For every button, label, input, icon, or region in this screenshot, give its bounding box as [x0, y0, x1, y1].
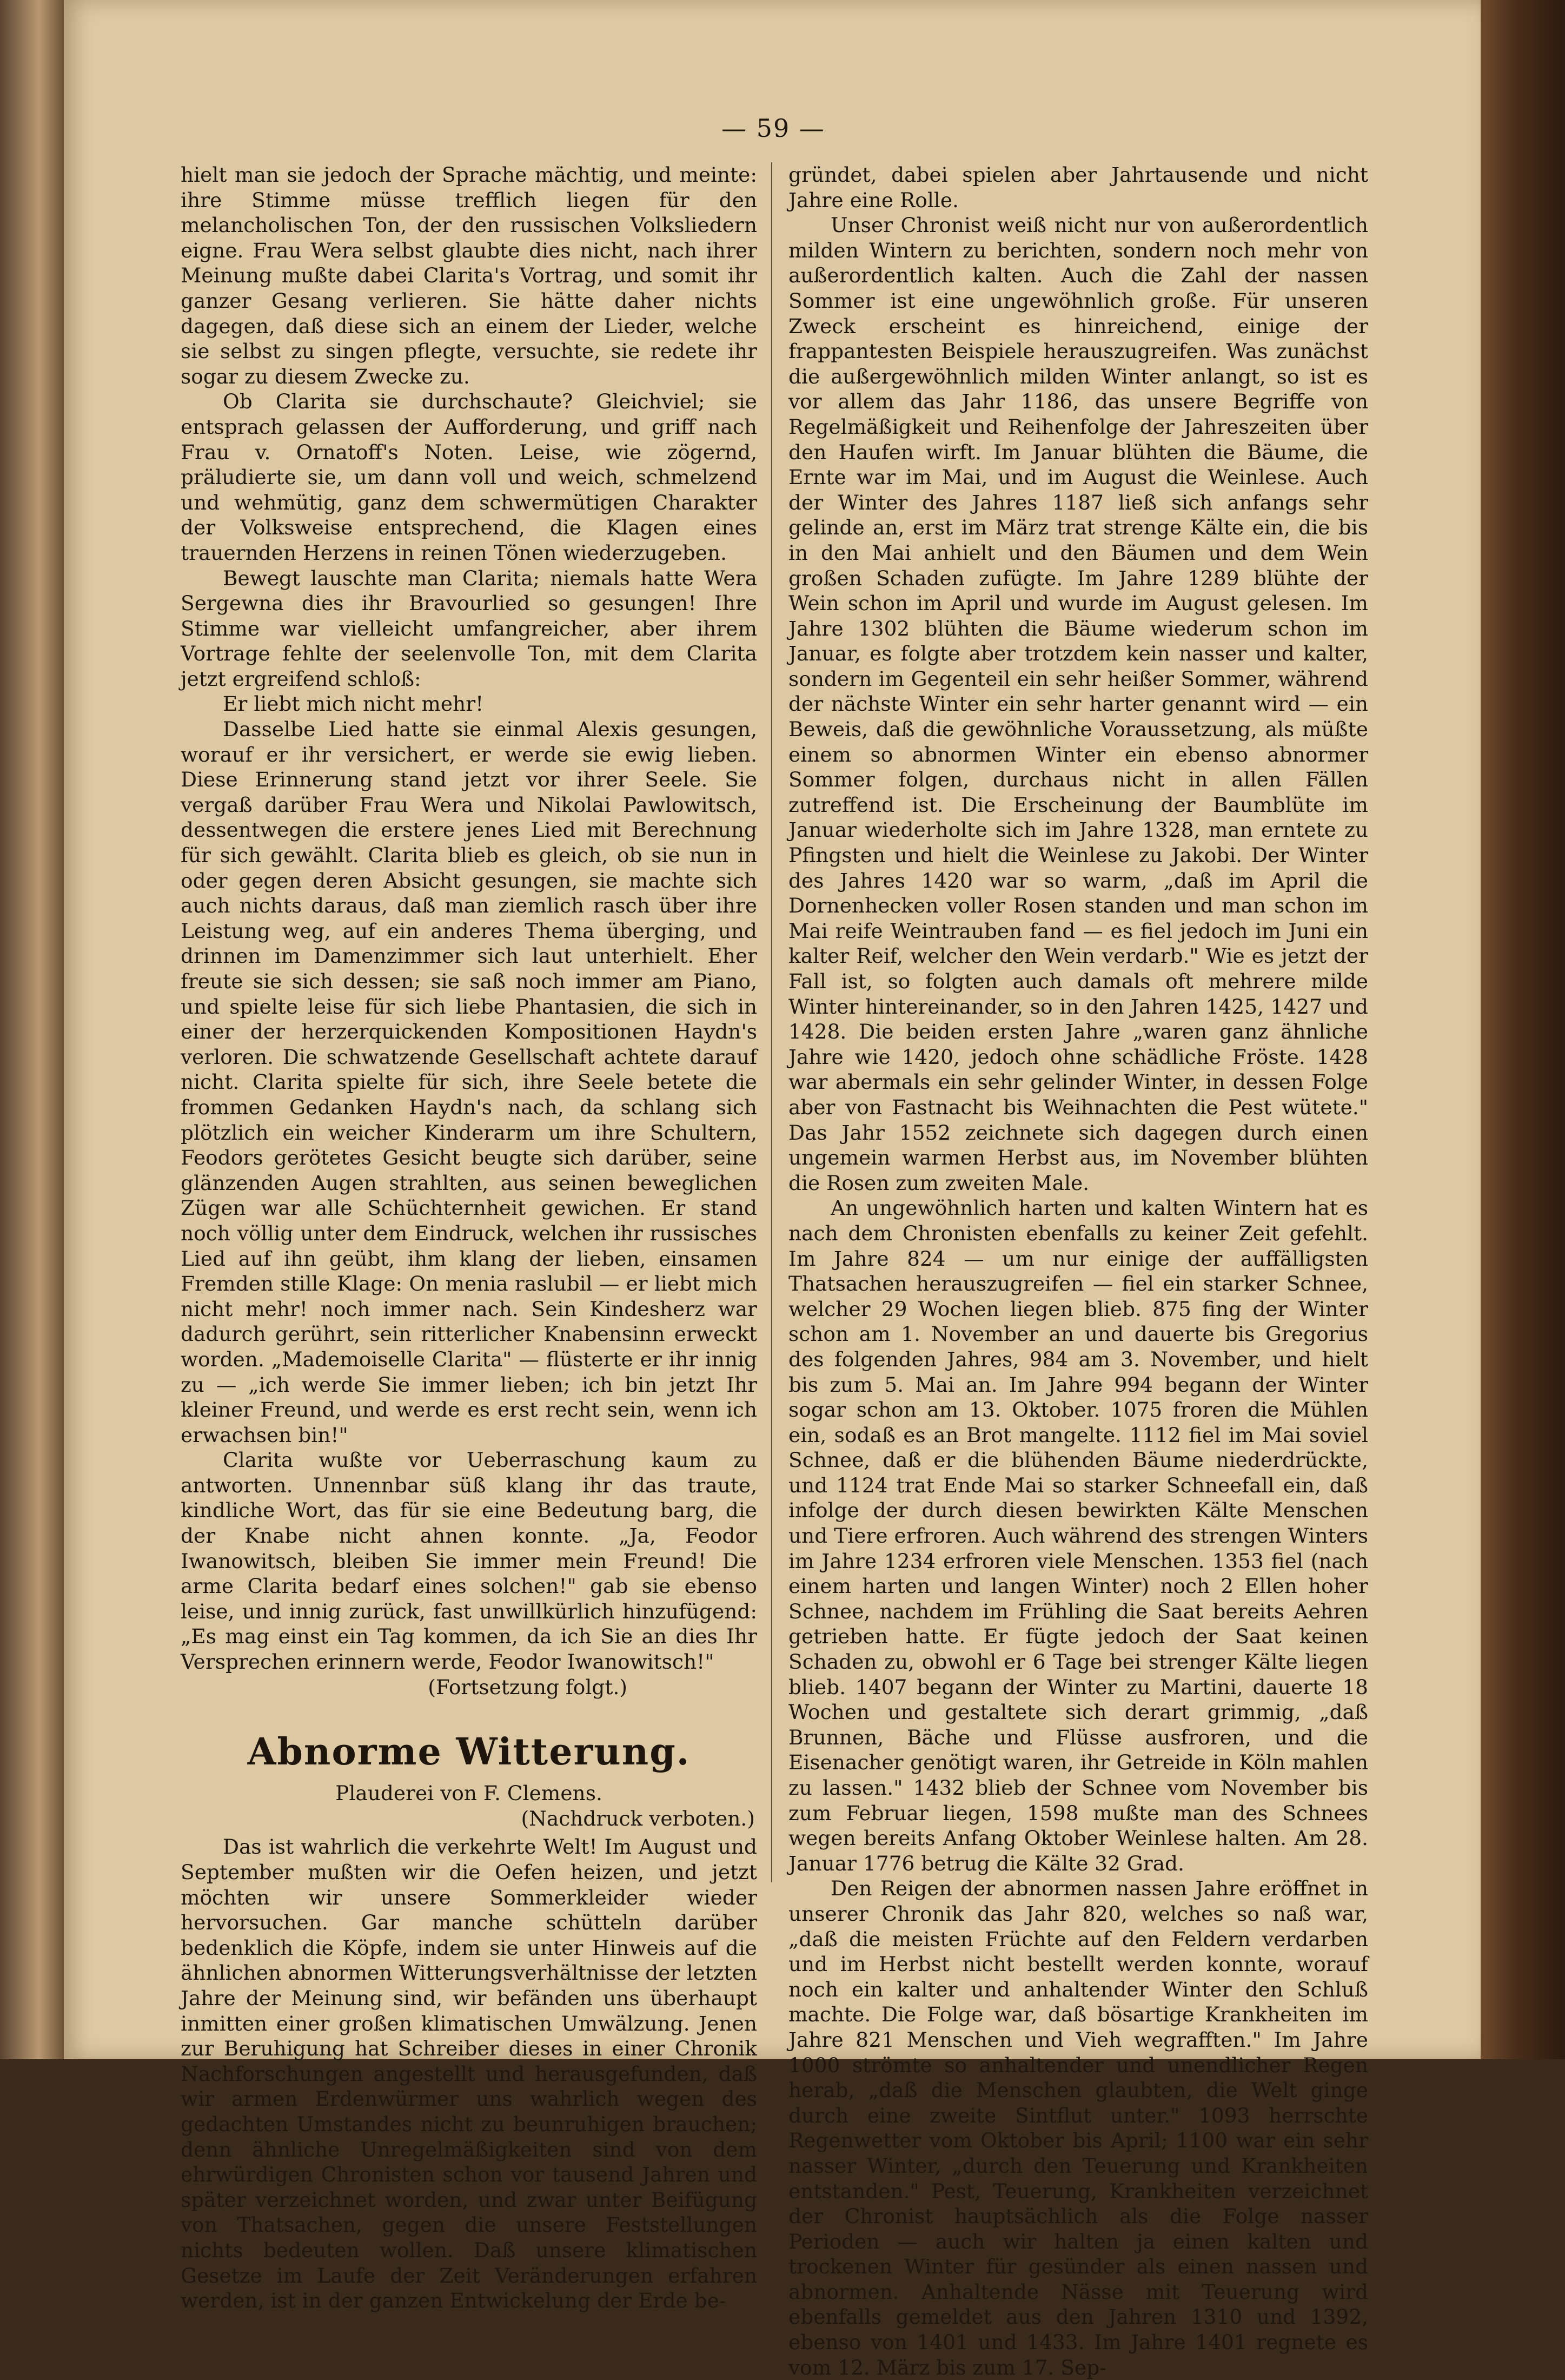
story-paragraph: Clarita wußte vor Ueberraschung kaum zu antworten. Unnennbar süß klang ihr das traute, kindliche Wort, das für sie eine Bedeutung barg, die der Knabe nicht ahnen konnte. „Ja, Feodor Iwanowitsch, bleiben Sie immer mein Freund! Die arme Clarita bedarf eines solchen!" gab sie ebenso leise, und innig zurück, fast unwillkürlich hinzufügend: „Es mag einst ein Tag kommen, da ich Sie an dies Ihr Versprechen erinnern werde, Feodor Iwanowitsch!" — [181, 1448, 757, 1674]
reprint-note: (Nachdruck verboten.) — [521, 1806, 755, 1830]
article-paragraph: gründet, dabei spielen aber Jahrtausende und nicht Jahre eine Rolle. — [788, 163, 1368, 212]
previous-page-edge — [0, 0, 65, 2059]
article-paragraph: Unser Chronist weiß nicht nur von außerordentlich milden Wintern zu berichten, sondern noch mehr von außerordentlich kalten. Auch die Zahl der nassen Sommer ist eine ungewöhnlich große. Für unseren Zweck erscheint es hinreichend, einige der frappantesten Beispiele herauszugreifen. Was zunächst die außergewöhnlich milden Winter anlangt, so ist es vor allem das Jahr 1186, das unsere Begriffe von Regelmäßigkeit und Reihenfolge der Jahreszeiten über den Haufen wirft. Im Januar blühten die Bäume, die Ernte war im Mai, und im August die Weinlese. Auch der Winter des Jahres 1187 ließ sich anfangs sehr gelinde an, erst im März trat strenge Kälte ein, die bis in den Mai anhielt und den Bäumen und dem Wein großen Schaden zufügte. Im Jahre 1289 blühte der Wein schon im April und wurde im August gelesen. Im Jahre 1302 blühten die Bäume wiederum schon im Januar, es folgte aber trotzdem kein nasser und kalter, sondern im Gegenteil ein sehr heißer Sommer, während der nächste Winter ein sehr harter genannt wird — ein Beweis, daß die gewöhnliche Voraussetzung, als müßte einem so abnormen Winter ein ebenso abnormer Sommer folgen, durchaus nicht in allen Fällen zutreffend ist. Die Erscheinung der Baumblüte im Januar wiederholte sich im Jahre 1328, man erntete zu Pfingsten und hielt die Weinlese zu Jakobi. Der Winter des Jahres 1420 war so warm, „daß im April die Dornenhecken voller Rosen standen und man schon im Mai reife Weintrauben fand — es fiel jedoch im Juni ein kalter Reif, welcher den Wein verdarb." Wie es jetzt der Fall ist, so folgten auch damals oft mehrere milde Winter hintereinander, so in den Jahren 1425, 1427 und 1428. Die beiden ersten Jahre „waren ganz ähnliche Jahre wie 1420, jedoch ohne schädliche Fröste. 1428 war abermals ein sehr gelinder Winter, in dessen Folge aber von Fastnacht bis Weihnachten die Pest wütete." Das Jahr 1552 zeichnete sich dagegen durch einen ungemein warmen Herbst aus, im November blühten die Rosen zum zweiten Male. — [788, 213, 1368, 1195]
continuation-note: (Fortsetzung folgt.) — [428, 1675, 627, 1699]
left-column — [181, 162, 757, 2313]
page-number: — 59 — — [721, 114, 825, 143]
song-line: Er liebt mich nicht mehr! — [223, 692, 484, 716]
article-paragraph: Das ist wahrlich die verkehrte Welt! Im August und September mußten wir die Oefen heizen, und jetzt möchten wir unsere Sommerkleider wieder hervorsuchen. Gar manche schütteln darüber bedenklich die Köpfe, indem sie unter Hinweis auf die ähnlichen abnormen Witterungsverhältnisse der letzten Jahre der Meinung sind, wir befänden uns überhaupt inmitten einer großen klimatischen Umwälzung. Jenen zur Beruhigung hat Schreiber dieses in einer Chronik Nachforschungen angestellt und herausgefunden, daß wir armen Erdenwürmer uns wahrlich wegen des gedachten Umstandes nicht zu beunruhigen brauchen; denn ähnliche Unregelmäßigkeiten sind von dem ehrwürdigen Chronisten schon vor tausend Jahren und später verzeichnet worden, und zwar unter Beifügung von Thatsachen, gegen die unsere Feststellungen nichts bedeuten wollen. Daß unsere klimatischen Gesetze im Laufe der Zeit Veränderungen erfahren werden, ist in der ganzen Entwickelung der Erde be- — [181, 1835, 757, 2313]
story-paragraph: Dasselbe Lied hatte sie einmal Alexis gesungen, worauf er ihr versichert, er werde sie ewig lieben. Diese Erinnerung stand jetzt vor ihrer Seele. Sie vergaß darüber Frau Wera und Nikolai Pawlowitsch, dessentwegen die erstere jenes Lied mit Berechnung für sich gewählt. Clarita blieb es gleich, ob sie nun in oder gegen deren Absicht gesungen, sie machte sich auch nichts daraus, daß man ziemlich rasch über ihre Leistung weg, auf ein anderes Thema überging, und drinnen im Damenzimmer sich laut unterhielt. Eher freute sie sich dessen; sie saß noch immer am Piano, und spielte leise für sich liebe Phantasien, die sich in einer der herzerquickenden Kompositionen Haydn's verloren. Die schwatzende Gesellschaft achtete darauf nicht. Clarita spielte für sich, ihre Seele betete die frommen Gedanken Haydn's nach, da schlang sich plötzlich ein weicher Kinderarm um ihre Schultern, Feodors gerötetes Gesicht beugte sich darüber, seine glänzenden Augen strahlten, aus seinen beweglichen Zügen war alle Schüchternheit gewichen. Er stand noch völlig unter dem Eindruck, welchen ihr russisches Lied auf ihn geübt, ihm klang der lieben, einsamen Fremden stille Klage: On menia raslubil — er liebt mich nicht mehr! noch immer nach. Sein Kindesherz war dadurch gerührt, sein ritterlicher Knabensinn erweckt worden. „Mademoiselle Clarita" — flüsterte er ihr innig zu — „ich werde Sie immer lieben; ich bin jetzt Ihr kleiner Freund, und werde es erst recht sein, wenn ich erwachsen bin!" — [181, 717, 757, 1447]
article-byline: Plauderei von F. Clemens. — [335, 1781, 602, 1806]
right-column — [788, 162, 1368, 2379]
article-headline: Abnorme Witterung. — [247, 1730, 691, 1774]
column-divider — [771, 162, 772, 1882]
story-paragraph: hielt man sie jedoch der Sprache mächtig, und meinte: ihre Stimme müsse trefflich liegen für den melancholischen Ton, der den russischen Volksliedern eigne. Frau Wera selbst glaubte dies nicht, nach ihrer Meinung mußte dabei Clarita's Vortrag, und somit ihr ganzer Gesang verlieren. Sie hätte daher nichts dagegen, daß diese sich an einem der Lieder, welche sie selbst zu singen pflegte, versuchte, sie redete ihr sogar zu diesem Zwecke zu. — [181, 163, 757, 388]
book-edge — [1481, 0, 1565, 2059]
article-paragraph: Den Reigen der abnormen nassen Jahre eröffnet in unserer Chronik das Jahr 820, welches so naß war, „daß die meisten Früchte auf den Feldern verdarben und im Herbst nicht bestellt werden konnte, worauf noch ein kalter und anhaltender Winter den Schluß machte. Die Folge war, daß bösartige Krankheiten im Jahre 821 Menschen und Vieh wegrafften." Im Jahre 1000 strömte so anhaltender und unendlicher Regen herab, „daß die Menschen glaubten, die Welt ginge durch eine zweite Sintflut unter." 1093 herrschte Regenwetter vom Oktober bis April; 1100 war ein sehr nasser Winter, „durch den Teuerung und Krankheiten entstanden." Pest, Teuerung, Krankheiten verzeichnet der Chronist hauptsächlich als die Folge nasser Perioden — auch wir halten ja einen kalten und trockenen Winter für gesünder als einen nassen und abnormen. Anhaltende Nässe mit Teuerung wird ebenfalls gemeldet aus den Jahren 1310 und 1392, ebenso von 1401 und 1433. Im Jahre 1401 regnete es vom 12. März bis zum 17. Sep- — [788, 1876, 1368, 2379]
article-paragraph: An ungewöhnlich harten und kalten Wintern hat es nach dem Chronisten ebenfalls zu keiner Zeit gefehlt. Im Jahre 824 — um nur einige der auffälligsten Thatsachen herauszugreifen — fiel ein starker Schnee, welcher 29 Wochen liegen blieb. 875 fing der Winter schon am 1. November an und dauerte bis Gregorius des folgenden Jahres, 984 am 3. November, und hielt bis zum 5. Mai an. Im Jahre 994 begann der Winter sogar schon am 13. Oktober. 1075 froren die Mühlen ein, sodaß es an Brot mangelte. 1112 fiel im Mai soviel Schnee, daß er die blühenden Bäume niederdrückte, und 1124 trat Ende Mai so starker Schneefall ein, daß infolge der durch diesen bewirkten Kälte Menschen und Tiere erfroren. Auch während des strengen Winters im Jahre 1234 erfroren viele Menschen. 1353 fiel (nach einem harten und langen Winter) noch 2 Ellen hoher Schnee, nachdem im Frühling die Saat bereits Aehren getrieben hatte. Er fügte jedoch der Saat keinen Schaden zu, obwohl er 6 Tage bei strenger Kälte liegen blieb. 1407 begann der Winter zu Martini, dauerte 18 Wochen und gestaltete sich derart grimmig, „daß Brunnen, Bäche und Flüsse ausfroren, und die Eisenacher genötigt waren, ihr Getreide in Köln mahlen zu lassen." 1432 blieb der Schnee vom November bis zum Februar liegen, 1598 mußte man des Schnees wegen bereits Anfang Oktober Weinlese halten. Am 28. Januar 1776 betrug die Kälte 32 Grad. — [788, 1196, 1368, 1875]
story-paragraph: Bewegt lauschte man Clarita; niemals hatte Wera Sergewna dies ihr Bravourlied so gesungen! Ihre Stimme war vielleicht umfangreicher, aber ihrem Vortrage fehlte der seelenvolle Ton, mit dem Clarita jetzt ergreifend schloß: — [181, 566, 757, 691]
story-paragraph: Ob Clarita sie durchschaute? Gleichviel; sie entsprach gelassen der Aufforderung, und griff nach Frau v. Ornatoff's Noten. Leise, wie zögernd, präludierte sie, um dann voll und weich, schmelzend und wehmütig, ganz dem schwermütigen Charakter der Volksweise entsprechend, die Klagen eines trauernden Herzens in reinen Tönen wiederzugeben. — [181, 389, 757, 565]
